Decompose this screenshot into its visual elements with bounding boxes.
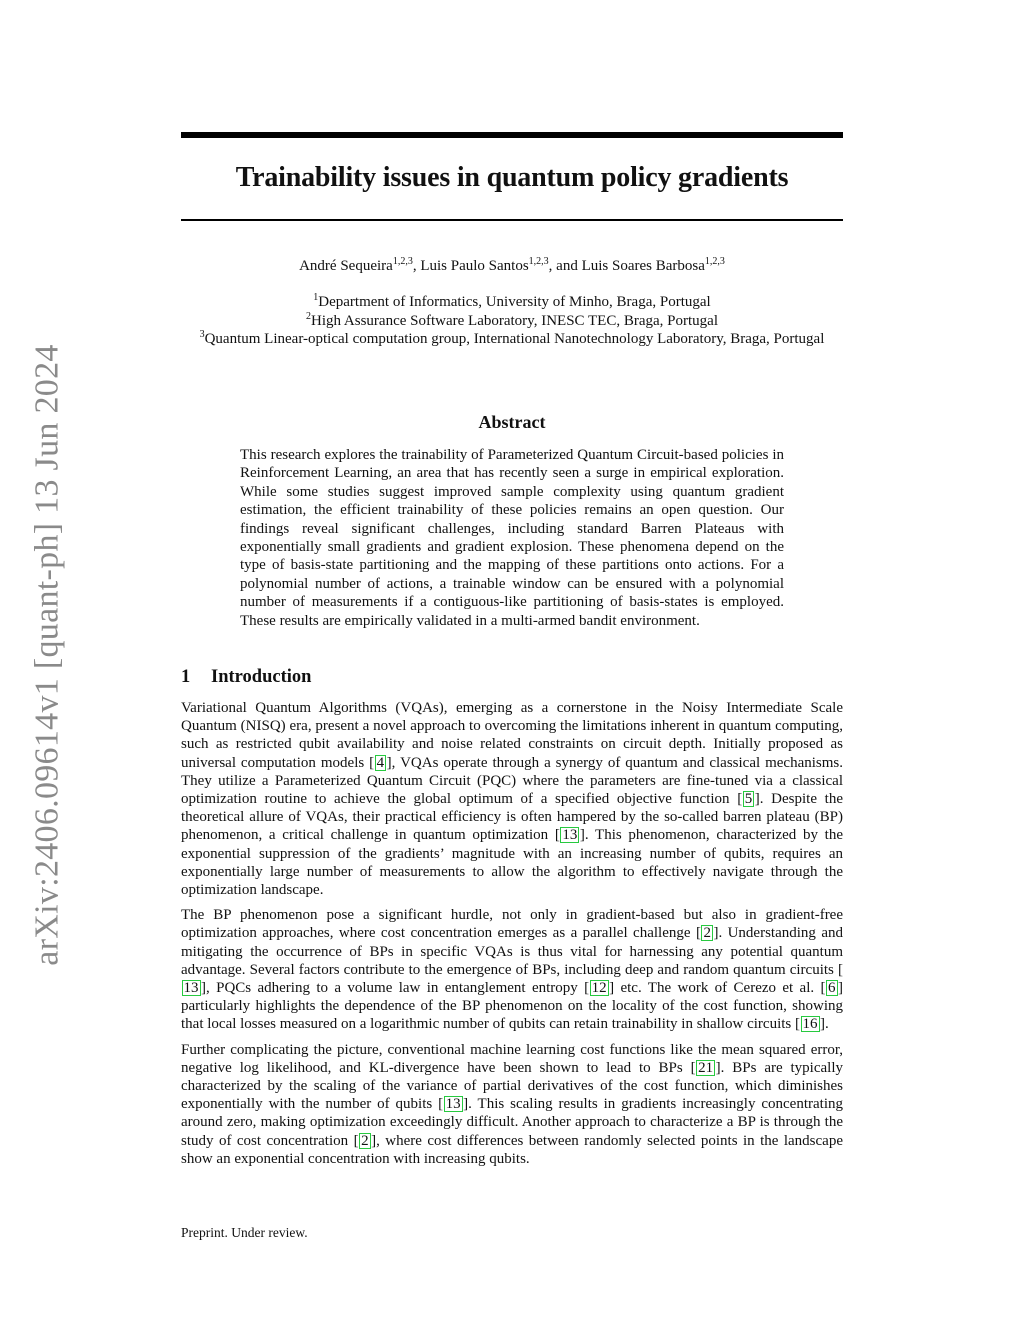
citation-link[interactable]: [ 13 ] xyxy=(554,827,585,844)
paragraph-text: . BPs are typically characterized by the scaling of the variance of partial derivatives of the cost function, which diminishes exponentially with the number of qubits xyxy=(181,1059,844,1113)
abstract-heading: Abstract xyxy=(478,412,546,432)
citation-number[interactable]: 12 xyxy=(591,980,607,997)
affiliation-text: Quantum Linear-optical computation group, International Nanotechnology Laboratory, Braga, Portugal xyxy=(204,331,825,347)
paragraph-text: . xyxy=(825,1016,829,1033)
affiliation-item xyxy=(181,312,843,331)
title-top-rule xyxy=(181,132,843,138)
citation-link[interactable]: [ 12 ] xyxy=(584,980,615,997)
paragraph-text: Variational Quantum Algorithms (VQAs), emerging as a cornerstone in the Noisy Intermediate Scale Quantum (NISQ) era, present a novel approach to overcoming the limitations inherent in quantum computing, such as restricted qubit availability and noise related constraints on circuit depth. Initially proposed as universal computation models xyxy=(181,700,843,771)
author-name: Luis Paulo Santos xyxy=(420,258,529,274)
paragraph-text: . Despite the theoretical allure of VQAs, their practical efficiency is often hampered by the so-called barren plateau (BP) phenomenon, a critical challenge in quantum optimization xyxy=(181,791,843,844)
citation-number[interactable]: 13 xyxy=(562,827,578,844)
arxiv-sidebar-identifier xyxy=(28,345,68,965)
citation-number[interactable]: 6 xyxy=(828,980,836,997)
citation-number[interactable]: 16 xyxy=(802,1016,818,1033)
author-separator: , and xyxy=(548,258,582,274)
paragraph-text: , where cost differences between randomly selected points in the landscape show an exponential concentration with increasing qubits. xyxy=(181,1132,843,1167)
citation-link[interactable]: [ 6 ] xyxy=(820,980,843,997)
author-name: Luis Soares Barbosa xyxy=(581,258,705,274)
paragraph-text: . This scaling results in gradients increasingly concentrating around zero, making optimization exceedingly difficult. Another approach to characterize a BP is through the study of cost concentration xyxy=(181,1096,843,1149)
citation-link[interactable]: [ 21 ] xyxy=(690,1059,721,1076)
affiliation-number: 2 xyxy=(306,310,311,322)
citation-link[interactable]: [ 4 ] xyxy=(369,754,392,771)
affiliation-item xyxy=(181,293,843,312)
citation-link[interactable]: [ 5 ] xyxy=(737,791,760,808)
affiliation-number: 3 xyxy=(199,329,205,340)
author-name: André Sequeira xyxy=(299,258,393,274)
citation-link[interactable]: [ 2 ] xyxy=(695,925,719,942)
citation-number[interactable]: 13 xyxy=(183,980,199,997)
affiliation-item xyxy=(181,330,843,349)
citation-link[interactable]: [13 ] xyxy=(183,961,843,997)
citation-number[interactable]: 4 xyxy=(376,754,385,771)
arxiv-id-text: arXiv:2406.09614v1 [quant-ph] 13 Jun 2024 xyxy=(29,344,66,966)
paragraph-text: . This phenomenon, characterized by the exponential suppression of the gradients’ magnitude with an increasing number of qubits, requires an exponentially large number of measurements to allow the algorithm to effectively navigate through the optimization landscape. xyxy=(181,827,843,899)
citation-number[interactable]: 13 xyxy=(445,1096,461,1113)
affiliation-list xyxy=(181,293,843,349)
affiliation-text: High Assurance Software Laboratory, INESC TEC, Braga, Portugal xyxy=(311,312,718,329)
citation-link[interactable]: [ 16 ] xyxy=(795,1016,826,1033)
paragraph-text: , VQAs operate through a synergy of quantum and classical mechanisms. They utilize a Parameterized Quantum Circuit (PQC) where the parameters are fine-tuned via a classical optimization routine to achieve the global optimum of a specified objective function xyxy=(181,754,843,808)
paragraph-text: etc. The work of Cerezo et al. xyxy=(614,980,821,997)
citation-link[interactable]: [ 2 ] xyxy=(353,1132,377,1149)
author-affiliation-marker: 1,2,3 xyxy=(704,256,725,267)
section-title-text: Introduction xyxy=(211,667,312,687)
citation-number[interactable]: 5 xyxy=(744,791,753,808)
author-separator: , xyxy=(412,258,421,274)
citation-number[interactable]: 21 xyxy=(698,1059,714,1076)
section-heading-introduction xyxy=(181,667,843,688)
author-list xyxy=(181,257,843,275)
paragraph-text: Further complicating the picture, conventional machine learning cost functions like the mean squared error, negative log likelihood, and KL-divergence have been shown to lead to BPs xyxy=(181,1041,843,1076)
affiliation-number: 1 xyxy=(313,292,319,303)
paper-title: Trainability issues in quantum policy gradients xyxy=(235,162,789,193)
body-paragraph xyxy=(181,1041,843,1168)
citation-link[interactable]: [ 13 ] xyxy=(438,1096,469,1113)
section-number: 1 xyxy=(181,667,191,687)
affiliation-text: Department of Informatics, University of Minho, Braga, Portugal xyxy=(318,294,711,310)
citation-number[interactable]: 2 xyxy=(703,925,711,942)
introduction-body xyxy=(181,699,843,1175)
paragraph-text: . Understanding and mitigating the occurrence of BPs in specific VQAs is thus vital for harnessing any potential quantum advantage. Several factors contribute to the emergence of BPs, including deep and random quantum circuits xyxy=(181,925,843,978)
paragraph-text: , PQCs adhering to a volume law in entanglement entropy xyxy=(206,980,585,997)
abstract-text: This research explores the trainability of Parameterized Quantum Circuit-based policies in Reinforcement Learning, an area that has recently seen a surge in empirical exploration. While some studies suggest improved sample complexity using quantum gradient estimation, the efficient trainability of these policies remains an open question. Our findings reveal significant challenges, including standard Barren Plateaus with exponentially small gradients and gradient explosion. These phenomena depend on the type of basis-state partitioning and the mapping of these partitions onto actions. For a polynomial number of actions, a trainable window can be ensured with a polynomial number of measurements if a contiguous-like partitioning of basis-states is employed. These results are empirically validated in a multi-armed bandit environment. xyxy=(240,447,784,629)
body-paragraph xyxy=(181,699,843,899)
title-bottom-rule xyxy=(181,219,843,221)
paragraph-text: particularly highlights the dependence of the BP phenomenon on the locality of the cost function, showing that local losses measured on a logarithmic number of qubits can retain trainability in shallow circuits xyxy=(181,998,843,1033)
citation-number[interactable]: 2 xyxy=(361,1132,369,1149)
body-paragraph xyxy=(181,906,843,1033)
page-footer: Preprint. Under review. xyxy=(181,1225,308,1240)
author-affiliation-marker: 1,2,3 xyxy=(528,256,549,267)
author-affiliation-marker: 1,2,3 xyxy=(392,256,413,267)
paragraph-text: The BP phenomenon pose a significant hurdle, not only in gradient-based but also in gradient-free optimization approaches, where cost concentration emerges as a parallel challenge xyxy=(181,907,843,942)
